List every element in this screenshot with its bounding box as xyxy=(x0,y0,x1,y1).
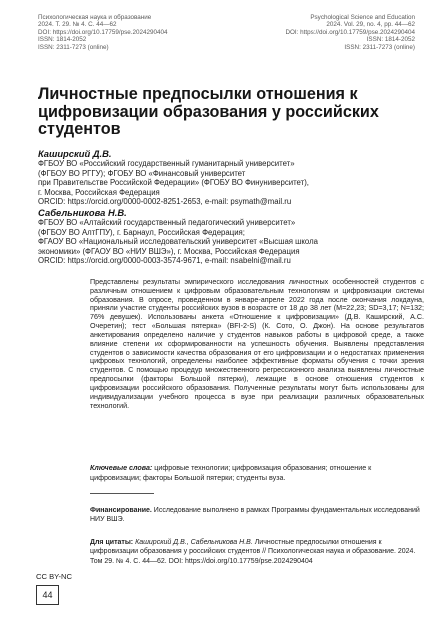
affiliation-line: (ФГБОУ ВО РГГУ); ФГОБУ ВО «Финансовый университет xyxy=(38,168,246,178)
affiliation-line: г. Москва, Российская Федерация xyxy=(38,187,160,197)
citation-note xyxy=(90,538,424,566)
author-name: Каширский Д.В. xyxy=(38,148,112,159)
citation-text: Личностные предпосылки отношения к цифровизации образования у российских студентов // Психологическая наука и образование. 2024. Том 29. № 4. С. 44—62. DOI: https://doi.org/10.17759/pse.2024290404 xyxy=(90,539,416,565)
affiliation-line: ФГБОУ ВО «Алтайский государственный педагогический университет» xyxy=(38,217,296,227)
header-line: 2024. Т. 29. № 4. С. 44—62 xyxy=(38,21,117,29)
header-line: ISSN: 1814-2052 xyxy=(366,36,415,44)
header-line: DOI: https://doi.org/10.17759/pse.2024290404 xyxy=(285,28,415,36)
article-title: Личностные предпосылки отношения к цифровизации образования у российских студентов xyxy=(38,85,379,139)
funding-label: Финансирование. xyxy=(90,507,152,514)
header-line: DOI: https://doi.org/10.17759/pse.2024290404 xyxy=(38,28,168,36)
keywords-text: цифровые технологии; цифровизация образования; отношение к цифровизации; факторы Большой пятерки; студенты вуза. xyxy=(90,464,372,482)
orcid-line: ORCID: https://orcid.org/0000-0003-3574-9671, e-mail: nsabelni@mail.ru xyxy=(38,256,291,266)
author-block xyxy=(38,207,418,266)
orcid-line: ORCID: https://orcid.org/0000-0002-8251-2653, e-mail: psymath@mail.ru xyxy=(38,197,292,207)
header-line: ISSN: 2311-7273 (online) xyxy=(38,43,109,51)
funding-text: Исследование выполнено в рамках Программы фундаментальных исследований НИУ ВШЭ. xyxy=(90,507,420,524)
header-line: Психологическая наука и образование xyxy=(38,14,152,21)
citation-authors: Каширский Д.В., Сабельникова Н.В. xyxy=(133,539,253,546)
page-number: 44 xyxy=(36,585,59,605)
license-label: CC BY-NC xyxy=(36,572,73,581)
author-name: Сабельникова Н.В. xyxy=(38,206,127,218)
authors-section xyxy=(38,148,418,266)
journal-header-en xyxy=(285,14,415,51)
affiliation-line: (ФГБОУ ВО АлтГПУ), г. Барнаул, Российская Федерация; xyxy=(38,227,245,237)
header-line: Psychological Science and Education xyxy=(310,14,415,21)
affiliation-line: ФГАОУ ВО «Национальный исследовательский университет «Высшая школа xyxy=(38,237,318,247)
funding-note xyxy=(90,506,422,525)
affiliation-line: при Правительстве Российской Федерации» (ФГОБУ ВО Финуниверситет), xyxy=(38,178,309,188)
author-block xyxy=(38,148,418,207)
affiliation-line: экономики» (ФГАОУ ВО «НИУ ВШЭ»), г. Москва, Российская Федерация xyxy=(38,246,300,256)
abstract: Представлены результаты эмпирического исследования личностных особенностей студентов с различным отношением к цифровым образовательным технологиям и цифровизации системы образования. В опросе, проведенном в январе-апреле 2022 года после окончания локдауна, приняли участие студенты российских вузов в возрасте от 18 до 38 лет (M=22,23; SD=3,17; N=132; 76% девушек). Использованы анкета «Отношение к цифровизации» (Д.В. Каширский, А.С. Очеретин); тест «Большая пятерка» (BFI-2-S) (К. Сото, О. Джон). На основе результатов анкетирования определено наличие у студентов навыков работы в цифровой среде, а также влияние степени их сформированности на успешность обучения. Выявлены представления студентов о зависимости качества образования от его цифровизации и о недостатках применения цифровых технологий, определены наиболее эффективные форматы обучения с точки зрения студентов. С помощью процедур множественного регрессионного анализа выявлены личностные предпосылки (факторы Большой пятерки), лежащие в основе отношения студентов к цифровизации российского образования. Полученные результаты могут быть использованы для индивидуализации учебного процесса в вузе при реализации различных образовательных технологий. xyxy=(90,278,424,410)
header-line: ISSN: 2311-7273 (online) xyxy=(344,43,415,51)
header-line: ISSN: 1814-2052 xyxy=(38,36,87,44)
footnote-divider xyxy=(90,493,154,494)
affiliation-line: ФГБОУ ВО «Российский государственный гуманитарный университет» xyxy=(38,159,295,168)
journal-header-ru xyxy=(38,14,168,51)
header-line: 2024. Vol. 29, no. 4, pp. 44—62 xyxy=(326,21,415,29)
keywords xyxy=(90,464,424,483)
keywords-label: Ключевые слова: xyxy=(90,464,153,472)
citation-label: Для цитаты: xyxy=(90,539,134,546)
